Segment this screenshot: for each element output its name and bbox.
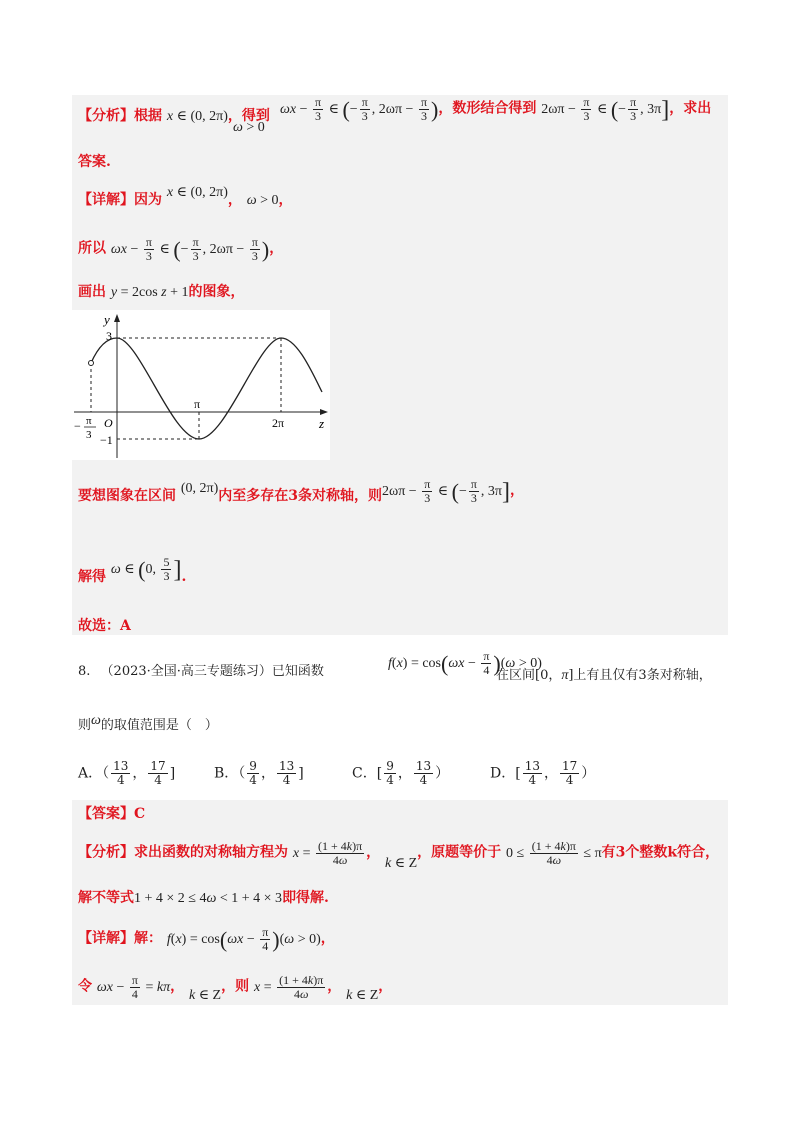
math-interval: (0, 2π) xyxy=(180,481,219,496)
math-x-in-interval: x ∈ (0, 2π) xyxy=(166,109,228,124)
cosine-curve xyxy=(91,338,325,439)
option-c[interactable]: C．[ $\frac{9}{4}$ ， $\frac{13}{4}$ ） xyxy=(352,759,450,787)
analysis-line-2: 答案. xyxy=(78,154,111,170)
z-axis-label: z xyxy=(319,416,325,431)
tick-label-neg1: −1 xyxy=(100,433,113,447)
math-omega: ω xyxy=(91,713,101,728)
tick-label-3: 3 xyxy=(106,329,112,343)
cosine-graph xyxy=(72,310,330,460)
math-k-in-z: k ∈ Z xyxy=(346,987,379,1003)
tick-label-neg-pi3-den: 3 xyxy=(86,429,92,441)
detail-text: 解得 xyxy=(78,568,106,585)
detail-text: ，则 xyxy=(221,978,250,995)
choice-line: 故选：A xyxy=(78,618,131,634)
analysis-label: 【分析】 xyxy=(78,844,134,861)
analysis-text: 有3个整数k符合， xyxy=(601,844,720,861)
math-pi: π xyxy=(561,668,569,683)
detail-line-5: 解得 ω ∈ (0, $\frac{5}{3}$ ]. xyxy=(78,555,187,585)
detail-text: 画出 xyxy=(78,284,106,300)
math-phase-range: ωx − $\frac{\pi}{3}$ ∈ (− $\frac{\pi}{3}$ , 2ωπ − $\frac{\pi}{3}$ ) xyxy=(110,235,270,263)
analysis-text: ，得到 xyxy=(227,108,270,124)
question-text: ]上有且仅有3条对称轴， xyxy=(568,668,712,683)
question-8-line-1b xyxy=(496,666,712,686)
math-bound-range: 2ωπ − $\frac{\pi}{3}$ ∈ (− $\frac{\pi}{3}$ , 3π] xyxy=(541,95,670,123)
question-8-line-2 xyxy=(78,713,218,736)
detail-text: 的图象， xyxy=(188,284,245,300)
math-axis-equation: x = $\frac{(1 + 4k)\pi}{4\omega}$ xyxy=(253,973,324,1001)
detail-text: 要想图象在区间 xyxy=(78,488,176,504)
question-8-line-1 xyxy=(78,662,324,682)
analysis-text: ，原题等价于 xyxy=(417,844,502,861)
detail-label: 【详解】 xyxy=(78,930,134,947)
tick-label-neg-pi3-num: π xyxy=(86,415,92,427)
math-inequality: 0 ≤ $\frac{(1 + 4k)\pi}{4\omega}$ ≤ π xyxy=(506,839,602,867)
analysis-text: ，数形结合得到 xyxy=(438,100,537,117)
detail-line-4b: 2ωπ − $\frac{\pi}{3}$ ∈ (− $\frac{\pi}{3}$ , 3π]， xyxy=(382,477,524,505)
math-omega-positive: ω > 0 xyxy=(233,120,265,135)
analysis-text: ，求出 xyxy=(669,100,712,117)
option-b[interactable]: B．（ $\frac{9}{4}$ ， $\frac{13}{4}$ ] xyxy=(214,759,304,787)
detail-line-4 xyxy=(78,481,383,507)
detail-text: 因为 xyxy=(134,192,162,208)
question-text: 则 xyxy=(78,718,92,733)
question-text: 的取值范围是（ ） xyxy=(100,718,218,733)
options-row xyxy=(78,760,728,790)
option-d[interactable]: D．[ $\frac{13}{4}$ ， $\frac{17}{4}$ ） xyxy=(490,759,596,787)
analysis-label: 【分析】 xyxy=(78,108,134,124)
q8-analysis-line-1: 【分析】求出函数的对称轴方程为 x = $\frac{(1 + 4k)\pi}{4\omega}$ ， k ∈ Z，原题等价于 0 ≤ $\frac{(1 + 4k)\pi}{4\omega}$ ≤ π有3个整数k符合， xyxy=(78,839,720,871)
detail-label: 【详解】 xyxy=(78,192,134,208)
detail-text: 令 xyxy=(78,978,92,995)
math-function-f: f(x) = cos(ωx − $\frac{\pi}{4}$ )(ω > 0) xyxy=(388,649,542,677)
origin-label: O xyxy=(104,416,113,430)
option-a[interactable]: A．（ $\frac{13}{4}$ ， $\frac{17}{4}$ ] xyxy=(78,759,176,787)
detail-text: 内至多存在3条对称轴，则 xyxy=(218,488,383,504)
math-function-y: y = 2cos z + 1 xyxy=(110,285,189,300)
question-number: 8. xyxy=(78,664,91,679)
y-axis-arrow xyxy=(114,314,120,322)
q8-detail-line-1: 【详解】解： f(x) = cos(ωx − $\frac{\pi}{4}$ )(ω > 0)， xyxy=(78,925,335,953)
detail-line-3 xyxy=(78,282,245,303)
open-endpoint xyxy=(89,361,94,366)
detail-text: 所以 xyxy=(78,240,106,257)
analysis-text: 解不等式 xyxy=(78,890,134,906)
q8-analysis-line-2 xyxy=(78,888,329,909)
math-omega-solution: ω ∈ (0, $\frac{5}{3}$ ] xyxy=(110,555,182,583)
detail-line-1: 【详解】因为 x ∈ (0, 2π)， ω > 0， xyxy=(78,185,293,208)
tick-label-pi: π xyxy=(194,397,201,411)
math-axis-equation: x = $\frac{(1 + 4k)\pi}{4\omega}$ xyxy=(292,839,363,867)
analysis-text: 求出函数的对称轴方程为 xyxy=(134,844,288,861)
detail-text: 解： xyxy=(134,930,162,947)
math-solve-inequality: 1 + 4 × 2 ≤ 4ω < 1 + 4 × 3 xyxy=(134,891,283,906)
question-text: （2023·全国·高三专题练习）已知函数 xyxy=(100,664,324,679)
analysis-text: 根据 xyxy=(134,108,162,124)
math-phase-range: ωx − $\frac{\pi}{3}$ ∈ (− $\frac{\pi}{3}$ , 2ωπ − $\frac{\pi}{3}$ ) xyxy=(280,95,439,123)
math-x-in-interval: x ∈ (0, 2π) xyxy=(166,185,228,200)
tick-label-neg-sign: − xyxy=(74,419,81,433)
math-k-in-z: k ∈ Z xyxy=(385,855,418,871)
math-bound-range: 2ωπ − $\frac{\pi}{3}$ ∈ (− $\frac{\pi}{3}$ , 3π] xyxy=(382,477,510,505)
z-axis-arrow xyxy=(320,409,328,415)
q8-detail-line-2: 令 ωx − $\frac{\pi}{4}$ = kπ， k ∈ Z，则 x = $\frac{(1 + 4k)\pi}{4\omega}$ ， k ∈ Z， xyxy=(78,973,393,1003)
answer-line: 【答案】C xyxy=(78,806,146,822)
y-axis-label: y xyxy=(104,312,110,327)
math-function-f: f(x) = cos(ωx − $\frac{\pi}{4}$ )(ω > 0) xyxy=(166,925,321,953)
math-omega-positive: ω > 0 xyxy=(246,193,279,208)
tick-label-2pi: 2π xyxy=(272,416,285,430)
math-phase-eq: ωx − $\frac{\pi}{4}$ = kπ xyxy=(96,973,171,1001)
question-text: 在区间[0， xyxy=(496,668,562,683)
analysis-text: 即得解. xyxy=(282,890,329,906)
math-k-in-z: k ∈ Z xyxy=(188,987,222,1003)
analysis-line-1b xyxy=(280,96,711,123)
detail-line-2: 所以 ωx − $\frac{\pi}{3}$ ∈ (− $\frac{\pi}{3}$ , 2ωπ − $\frac{\pi}{3}$ )， xyxy=(78,235,284,263)
